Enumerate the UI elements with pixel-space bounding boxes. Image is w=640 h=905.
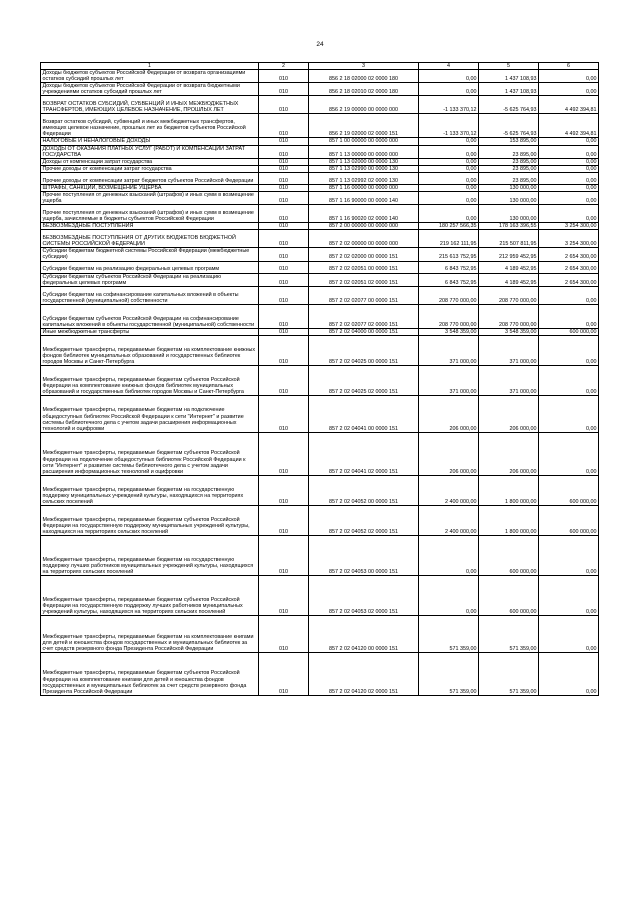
row-value-col4: 371 000,00 — [419, 365, 479, 395]
row-name: Прочие поступления от денежных взысканий (штрафов) и иных сумм в возмещение ущерба — [41, 192, 259, 205]
table-row — [41, 286, 599, 304]
row-value-col4: 0,00 — [419, 192, 479, 205]
row-name: Межбюджетные трансферты, передаваемые бюджетам на подключение общедоступных библиотек Российской Федерации к сети "Интернет" и развитие системы библиотечного дела с учетом задачи расширения информационных технологий и оцифровки — [41, 395, 259, 432]
row-value-col4: 208 770 000,00 — [419, 304, 479, 328]
row-value-col6: 0,00 — [539, 535, 599, 575]
row-budget-code: 856 2 19 02000 02 0000 151 — [309, 114, 419, 138]
table-row — [41, 335, 599, 365]
row-value-col5: 153 895,00 — [479, 138, 539, 145]
table-row — [41, 192, 599, 205]
row-name: Межбюджетные трансферты, передаваемые бюджетам субъектов Российской Федерации на комплектование книгами для детей и юношества фондов государственных и муниципальных библиотек за счет средств резервного фонда Президента Российской Федерации — [41, 652, 259, 695]
row-line-code: 010 — [259, 83, 309, 96]
row-value-col4: 0,00 — [419, 575, 479, 615]
column-header-2: 2 — [259, 63, 309, 70]
row-budget-code: 857 1 16 00000 00 0000 000 — [309, 184, 419, 191]
row-budget-code: 857 2 02 04041 02 0000 151 — [309, 432, 419, 475]
row-budget-code: 856 2 19 00000 00 0000 000 — [309, 96, 419, 114]
row-line-code: 010 — [259, 304, 309, 328]
row-value-col4: 6 843 752,95 — [419, 273, 479, 286]
table-row — [41, 158, 599, 165]
row-name: Субсидии бюджетам бюджетной системы Российской Федерации (межбюджетные субсидии) — [41, 248, 259, 261]
row-name: Прочие поступления от денежных взысканий (штрафов) и иных сумм в возмещение ущерба, зачисляемые в бюджеты субъектов Российской Федерации — [41, 205, 259, 223]
row-name: Возврат остатков субсидий, субвенций и иных межбюджетных трансфертов, имеющих целевое назначение, прошлых лет из бюджетов субъектов Российской Федерации — [41, 114, 259, 138]
row-name: НАЛОГОВЫЕ И НЕНАЛОГОВЫЕ ДОХОДЫ — [41, 138, 259, 145]
row-name: Субсидии бюджетам на софинансирование капитальных вложений в объекты государственной (муниципальной) собственности — [41, 286, 259, 304]
table-row — [41, 505, 599, 535]
row-budget-code: 857 2 02 04053 00 0000 151 — [309, 535, 419, 575]
row-line-code: 010 — [259, 192, 309, 205]
row-value-col4: 0,00 — [419, 83, 479, 96]
row-value-col4: 0,00 — [419, 145, 479, 158]
row-line-code: 010 — [259, 652, 309, 695]
row-line-code: 010 — [259, 96, 309, 114]
row-budget-code: 857 2 02 04041 00 0000 151 — [309, 395, 419, 432]
table-row — [41, 328, 599, 335]
row-value-col4: 371 000,00 — [419, 335, 479, 365]
row-budget-code: 856 2 18 02010 02 0000 180 — [309, 83, 419, 96]
row-value-col4: 0,00 — [419, 172, 479, 184]
row-name: БЕЗВОЗМЕЗДНЫЕ ПОСТУПЛЕНИЯ ОТ ДРУГИХ БЮДЖЕТОВ БЮДЖЕТНОЙ СИСТЕМЫ РОССИЙСКОЙ ФЕДЕРАЦИИ — [41, 230, 259, 248]
table-row — [41, 145, 599, 158]
table-row — [41, 652, 599, 695]
row-value-col6: 0,00 — [539, 395, 599, 432]
row-value-col5: 371 000,00 — [479, 365, 539, 395]
row-budget-code: 857 2 02 04053 02 0000 151 — [309, 575, 419, 615]
row-value-col5: 130 000,00 — [479, 205, 539, 223]
row-value-col6: 0,00 — [539, 365, 599, 395]
row-line-code: 010 — [259, 230, 309, 248]
table-row — [41, 273, 599, 286]
row-value-col4: 2 400 000,00 — [419, 475, 479, 505]
header-row — [41, 63, 599, 70]
row-budget-code: 857 2 02 02000 00 0000 151 — [309, 248, 419, 261]
row-value-col6: 3 254 300,00 — [539, 223, 599, 230]
row-line-code: 010 — [259, 138, 309, 145]
table-row — [41, 83, 599, 96]
row-value-col5: 600 000,00 — [479, 575, 539, 615]
row-value-col5: 215 507 811,95 — [479, 230, 539, 248]
row-name: БЕЗВОЗМЕЗДНЫЕ ПОСТУПЛЕНИЯ — [41, 223, 259, 230]
row-line-code: 010 — [259, 505, 309, 535]
page-number: 24 — [316, 41, 324, 48]
table-row — [41, 172, 599, 184]
row-budget-code: 857 2 02 02051 02 0000 151 — [309, 273, 419, 286]
row-value-col4: -1 133 370,12 — [419, 114, 479, 138]
row-value-col6: 0,00 — [539, 172, 599, 184]
row-line-code: 010 — [259, 335, 309, 365]
row-value-col6: 0,00 — [539, 70, 599, 83]
row-budget-code: 857 1 13 02000 00 0000 130 — [309, 158, 419, 165]
row-name: Доходы бюджетов субъектов Российской Федерации от возврата организациями остатков субсидий прошлых лет — [41, 70, 259, 83]
row-value-col5: 208 770 000,00 — [479, 304, 539, 328]
row-value-col5: 23 895,00 — [479, 158, 539, 165]
row-value-col6: 0,00 — [539, 184, 599, 191]
row-line-code: 010 — [259, 395, 309, 432]
row-line-code: 010 — [259, 432, 309, 475]
row-line-code: 010 — [259, 114, 309, 138]
row-budget-code: 857 2 02 02077 02 0000 151 — [309, 304, 419, 328]
row-budget-code: 857 2 02 04120 00 0000 151 — [309, 615, 419, 652]
row-value-col6: 0,00 — [539, 138, 599, 145]
row-value-col4: 0,00 — [419, 158, 479, 165]
row-name: ВОЗВРАТ ОСТАТКОВ СУБСИДИЙ, СУБВЕНЦИЙ И ИНЫХ МЕЖБЮДЖЕТНЫХ ТРАНСФЕРТОВ, ИМЕЮЩИХ ЦЕЛЕВОЕ НАЗНАЧЕНИЕ, ПРОШЛЫХ ЛЕТ — [41, 96, 259, 114]
table-row — [41, 248, 599, 261]
row-value-col5: 1 437 108,93 — [479, 70, 539, 83]
row-name: Межбюджетные трансферты, передаваемые бюджетам на государственную поддержку муниципальных учреждений культуры, находящихся на территориях сельских поселений — [41, 475, 259, 505]
column-header-3: 3 — [309, 63, 419, 70]
row-value-col5: 23 895,00 — [479, 145, 539, 158]
row-budget-code: 857 2 02 04000 00 0000 151 — [309, 328, 419, 335]
table-row — [41, 70, 599, 83]
row-value-col5: 23 895,00 — [479, 165, 539, 172]
row-line-code: 010 — [259, 145, 309, 158]
table-row — [41, 304, 599, 328]
row-name: Субсидии бюджетам субъектов Российской Федерации на софинансирование капитальных вложений в объекты государственной (муниципальной) собственности — [41, 304, 259, 328]
table-row — [41, 261, 599, 273]
row-value-col5: 571 359,00 — [479, 652, 539, 695]
row-name: Доходы бюджетов субъектов Российской Федерации от возврата бюджетными учреждениями остатков субсидий прошлых лет — [41, 83, 259, 96]
table-row — [41, 138, 599, 145]
row-value-col4: 6 843 752,95 — [419, 261, 479, 273]
row-line-code: 010 — [259, 286, 309, 304]
row-name: Прочие доходы от компенсации затрат бюджетов субъектов Российской Федерации — [41, 172, 259, 184]
row-value-col4: 215 613 752,95 — [419, 248, 479, 261]
table-row — [41, 184, 599, 191]
table-row — [41, 432, 599, 475]
column-header-5: 5 — [479, 63, 539, 70]
row-line-code: 010 — [259, 365, 309, 395]
table-row — [41, 96, 599, 114]
row-name: Субсидии бюджетам субъектов Российской Федерации на реализацию федеральных целевых программ — [41, 273, 259, 286]
row-value-col4: 571 359,00 — [419, 652, 479, 695]
table-row — [41, 535, 599, 575]
row-budget-code: 857 1 13 02992 02 0000 130 — [309, 172, 419, 184]
row-value-col6: 2 654 300,00 — [539, 273, 599, 286]
row-name: Межбюджетные трансферты, передаваемые бюджетам на государственную поддержку лучших работников муниципальных учреждений культуры, находящихся на территориях сельских поселений — [41, 535, 259, 575]
row-name: Иные межбюджетные трансферты — [41, 328, 259, 335]
row-line-code: 010 — [259, 273, 309, 286]
row-value-col6: 0,00 — [539, 165, 599, 172]
row-value-col6: 2 654 300,00 — [539, 261, 599, 273]
row-name: ШТРАФЫ, САНКЦИИ, ВОЗМЕЩЕНИЕ УЩЕРБА — [41, 184, 259, 191]
row-value-col5: 600 000,00 — [479, 535, 539, 575]
row-value-col5: 3 548 359,00 — [479, 328, 539, 335]
row-name: ДОХОДЫ ОТ ОКАЗАНИЯ ПЛАТНЫХ УСЛУГ (РАБОТ) И КОМПЕНСАЦИИ ЗАТРАТ ГОСУДАРСТВА — [41, 145, 259, 158]
row-value-col6: 4 492 394,81 — [539, 96, 599, 114]
table-row — [41, 223, 599, 230]
row-value-col5: 130 000,00 — [479, 192, 539, 205]
row-value-col5: 571 359,00 — [479, 615, 539, 652]
row-line-code: 010 — [259, 165, 309, 172]
row-value-col6: 3 254 300,00 — [539, 230, 599, 248]
row-value-col6: 0,00 — [539, 192, 599, 205]
row-value-col5: 206 000,00 — [479, 395, 539, 432]
row-name: Межбюджетные трансферты, передаваемые бюджетам субъектов Российской Федерации на государственную поддержку лучших работников муниципальных учреждений культуры, находящихся на территориях сельских поселений — [41, 575, 259, 615]
row-budget-code: 857 2 02 02051 00 0000 151 — [309, 261, 419, 273]
table-row — [41, 475, 599, 505]
row-budget-code: 857 2 02 02077 00 0000 151 — [309, 286, 419, 304]
row-value-col5: 206 000,00 — [479, 432, 539, 475]
row-name: Межбюджетные трансферты, передаваемые бюджетам на комплектование книжных фондов библиотек муниципальных образований и государственных библиотек городов Москвы и Санкт-Петербурга — [41, 335, 259, 365]
row-value-col4: 206 000,00 — [419, 432, 479, 475]
row-budget-code: 857 1 00 00000 00 0000 000 — [309, 138, 419, 145]
row-value-col6: 0,00 — [539, 205, 599, 223]
table-row — [41, 575, 599, 615]
row-line-code: 010 — [259, 575, 309, 615]
row-budget-code: 857 2 02 04052 02 0000 151 — [309, 505, 419, 535]
row-line-code: 010 — [259, 475, 309, 505]
row-line-code: 010 — [259, 184, 309, 191]
row-value-col5: 4 189 452,95 — [479, 261, 539, 273]
row-value-col4: 571 359,00 — [419, 615, 479, 652]
row-value-col4: 206 000,00 — [419, 395, 479, 432]
row-value-col6: 0,00 — [539, 304, 599, 328]
row-value-col4: 0,00 — [419, 165, 479, 172]
row-budget-code: 857 2 02 04025 02 0000 151 — [309, 365, 419, 395]
row-name: Прочие доходы от компенсации затрат государства — [41, 165, 259, 172]
row-value-col5: 371 000,00 — [479, 335, 539, 365]
row-line-code: 010 — [259, 205, 309, 223]
row-line-code: 010 — [259, 70, 309, 83]
row-line-code: 010 — [259, 158, 309, 165]
row-line-code: 010 — [259, 172, 309, 184]
row-value-col4: 0,00 — [419, 535, 479, 575]
row-budget-code: 857 1 16 90020 02 0000 140 — [309, 205, 419, 223]
row-value-col4: 180 257 566,35 — [419, 223, 479, 230]
row-value-col6: 0,00 — [539, 83, 599, 96]
row-value-col4: -1 133 370,12 — [419, 96, 479, 114]
row-value-col5: 1 437 108,93 — [479, 83, 539, 96]
row-line-code: 010 — [259, 248, 309, 261]
row-name: Межбюджетные трансферты, передаваемые бюджетам на комплектование книгами для детей и юношества фондов государственных и муниципальных библиотек за счет средств резервного фонда Президента Российской Федерации — [41, 615, 259, 652]
row-value-col5: -5 625 764,93 — [479, 96, 539, 114]
row-budget-code: 857 2 02 00000 00 0000 000 — [309, 230, 419, 248]
row-value-col6: 0,00 — [539, 158, 599, 165]
income-table — [40, 62, 599, 696]
row-budget-code: 857 1 13 02990 00 0000 130 — [309, 165, 419, 172]
column-header-4: 4 — [419, 63, 479, 70]
row-value-col6: 600 000,00 — [539, 328, 599, 335]
row-value-col5: 23 895,00 — [479, 172, 539, 184]
row-budget-code: 857 1 13 00000 00 0000 000 — [309, 145, 419, 158]
row-value-col6: 2 654 300,00 — [539, 248, 599, 261]
row-line-code: 010 — [259, 261, 309, 273]
row-value-col6: 0,00 — [539, 652, 599, 695]
table-row — [41, 615, 599, 652]
row-value-col5: 1 800 000,00 — [479, 505, 539, 535]
row-value-col6: 600 000,00 — [539, 475, 599, 505]
table-body — [41, 70, 599, 696]
row-value-col5: 130 000,00 — [479, 184, 539, 191]
row-value-col5: 212 959 452,95 — [479, 248, 539, 261]
row-name: Субсидии бюджетам на реализацию федеральных целевых программ — [41, 261, 259, 273]
row-value-col6: 0,00 — [539, 286, 599, 304]
table-row — [41, 365, 599, 395]
row-value-col6: 0,00 — [539, 145, 599, 158]
row-value-col5: 208 770 000,00 — [479, 286, 539, 304]
row-value-col6: 0,00 — [539, 615, 599, 652]
row-value-col4: 0,00 — [419, 184, 479, 191]
row-value-col4: 2 400 000,00 — [419, 505, 479, 535]
row-value-col4: 0,00 — [419, 138, 479, 145]
row-name: Межбюджетные трансферты, передаваемые бюджетам субъектов Российской Федерации на подключение общедоступных библиотек Российской Федерации к сети "Интернет" и развитие системы библиотечного дела с учетом задачи расширения информационных технологий и оцифровки — [41, 432, 259, 475]
row-budget-code: 857 1 16 90000 00 0000 140 — [309, 192, 419, 205]
table-row — [41, 205, 599, 223]
row-line-code: 010 — [259, 223, 309, 230]
table-row — [41, 165, 599, 172]
row-value-col6: 0,00 — [539, 432, 599, 475]
row-value-col4: 3 548 359,00 — [419, 328, 479, 335]
column-header-6: 6 — [539, 63, 599, 70]
row-value-col4: 0,00 — [419, 70, 479, 83]
row-budget-code: 856 2 18 02000 02 0000 180 — [309, 70, 419, 83]
row-value-col5: 1 800 000,00 — [479, 475, 539, 505]
row-value-col5: 4 189 452,95 — [479, 273, 539, 286]
row-name: Межбюджетные трансферты, передаваемые бюджетам субъектов Российской Федерации на государственную поддержку муниципальных учреждений культуры, находящихся на территориях сельских поселений — [41, 505, 259, 535]
row-budget-code: 857 2 00 00000 00 0000 000 — [309, 223, 419, 230]
row-value-col4: 0,00 — [419, 205, 479, 223]
row-value-col5: 178 163 396,55 — [479, 223, 539, 230]
row-name: Межбюджетные трансферты, передаваемые бюджетам субъектов Российской Федерации на комплектование книжных фондов библиотек муниципальных образований и государственных библиотек городов Москвы и Санкт-Петербурга — [41, 365, 259, 395]
row-budget-code: 857 2 02 04052 00 0000 151 — [309, 475, 419, 505]
table-row — [41, 114, 599, 138]
row-value-col4: 219 162 111,95 — [419, 230, 479, 248]
row-value-col4: 208 770 000,00 — [419, 286, 479, 304]
row-value-col6: 0,00 — [539, 575, 599, 615]
table-row — [41, 230, 599, 248]
column-header-1: 1 — [41, 63, 259, 70]
row-value-col6: 600 000,00 — [539, 505, 599, 535]
row-value-col5: -5 625 764,93 — [479, 114, 539, 138]
row-name: Доходы от компенсации затрат государства — [41, 158, 259, 165]
row-line-code: 010 — [259, 328, 309, 335]
row-value-col6: 0,00 — [539, 335, 599, 365]
table-header — [41, 63, 599, 70]
row-budget-code: 857 2 02 04120 02 0000 151 — [309, 652, 419, 695]
row-line-code: 010 — [259, 615, 309, 652]
row-value-col6: 4 492 394,81 — [539, 114, 599, 138]
row-line-code: 010 — [259, 535, 309, 575]
row-budget-code: 857 2 02 04025 00 0000 151 — [309, 335, 419, 365]
table-row — [41, 395, 599, 432]
